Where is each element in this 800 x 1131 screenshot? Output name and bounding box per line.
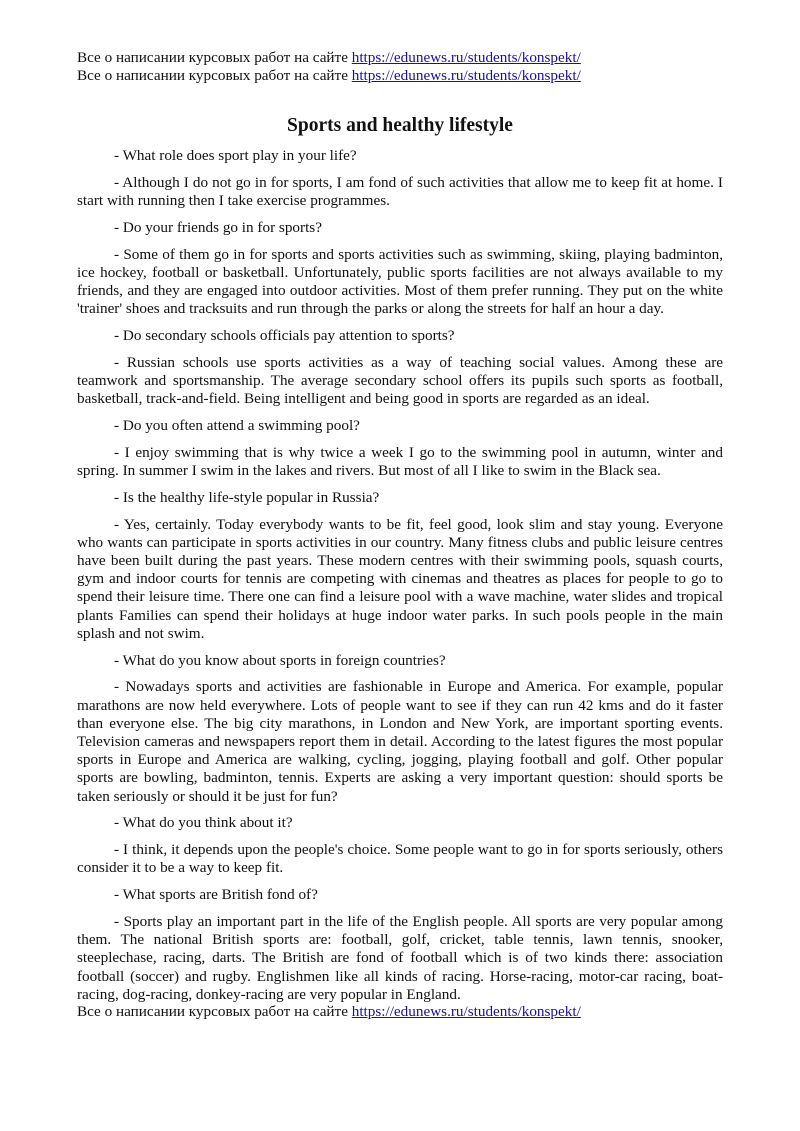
- answer-paragraph: - Russian schools use sports activities as a way of teaching social values. Among these are teamwork and sportsmanship. The average secondary school offers its pupils such sports as football, basketball, track-and-field. Being intelligent and being good in sports are regarded as an ideal.: [77, 353, 723, 408]
- promo-link[interactable]: https://edunews.ru/students/konspekt/: [351, 49, 581, 66]
- promo-text: Все о написании курсовых работ на сайте: [77, 1003, 352, 1021]
- question-paragraph: - Do your friends go in for sports?: [114, 218, 322, 236]
- answer-paragraph: - Sports play an important part in the life of the English people. All sports are very popular among them. The national British sports are: football, golf, cricket, table tennis, lawn tennis, snooker, steeplechase, racing, darts. The British are fond of football which is of two kinds there: association football (soccer) and rugby. Englishmen like all kinds of racing. Horse-racing, motor-car racing, boat-racing, dog-racing, donkey-racing are very popular in England.: [77, 913, 723, 1003]
- question-paragraph: - What role does sport play in your life?: [114, 147, 357, 164]
- header-promo-line-2: [77, 67, 723, 85]
- promo-text: Все о написании курсовых работ на сайте: [77, 49, 352, 66]
- question-paragraph: - Do secondary schools officials pay attention to sports?: [114, 327, 455, 344]
- answer-paragraph: - Nowadays sports and activities are fashionable in Europe and America. For example, popular marathons are now held everywhere. Lots of people want to see if they can run 42 kms and do it faster than everyone else. The big city marathons, in London and New York, are important sporting events. Television cameras and newspapers report them in detail. According to the latest figures the most popular sports in Europe and America are walking, cycling, jogging, playing football and golf. Other popular sports are bowling, badminton, tennis. Experts are asking a very important question: should sports be taken seriously or should it be just for fun?: [77, 678, 723, 805]
- question-paragraph: - Do you often attend a swimming pool?: [114, 417, 360, 434]
- page-title: Sports and healthy lifestyle: [287, 115, 513, 136]
- answer-paragraph: - Some of them go in for sports and sports activities such as swimming, skiing, playing badminton, ice hockey, football or basketball. Unfortunately, public sports facilities are not always available to my friends, and they are engaged into outdoor activities. Most of them prefer running. They put on the white 'trainer' shoes and tracksuits and run through the parks or along the streets for half an hour a day.: [77, 245, 723, 318]
- question-paragraph: - What do you think about it?: [114, 814, 293, 832]
- promo-link[interactable]: https://edunews.ru/students/konspekt/: [351, 1003, 581, 1021]
- answer-paragraph: - Yes, certainly. Today everybody wants to be fit, feel good, look slim and stay young. Everyone who wants can participate in sports activities in our country. Many fitness clubs and public leisure centres have been built during the past years. These modern centres with their swimming pools, squash courts, gym and indoor courts for tennis are competing with cinemas and theatres as places for people to go to spend their leisure time. There one can find a leisure pool with a wave machine, water slides and tropical plants Families can spend their holidays at huge indoor water parks. In such pools people in the main splash and not swim.: [77, 515, 723, 642]
- question-paragraph: - Is the healthy life-style popular in Russia?: [114, 488, 380, 506]
- footer-promo-line: [77, 1003, 723, 1021]
- header-promo-line-1: [77, 49, 723, 67]
- promo-text: Все о написании курсовых работ на сайте: [77, 67, 352, 84]
- answer-paragraph: - Although I do not go in for sports, I am fond of such activities that allow me to keep fit at home. I start with running then I take exercise programmes.: [77, 173, 723, 209]
- promo-link[interactable]: https://edunews.ru/students/konspekt/: [351, 67, 581, 84]
- answer-paragraph: - I enjoy swimming that is why twice a week I go to the swimming pool in autumn, winter and spring. In summer I swim in the lakes and rivers. But most of all I like to swim in the Black sea.: [77, 443, 723, 479]
- question-paragraph: - What sports are British fond of?: [114, 886, 318, 904]
- answer-paragraph: - I think, it depends upon the people's choice. Some people want to go in for sports seriously, others consider it to be a way to keep fit.: [77, 841, 723, 877]
- question-paragraph: - What do you know about sports in foreign countries?: [114, 651, 446, 669]
